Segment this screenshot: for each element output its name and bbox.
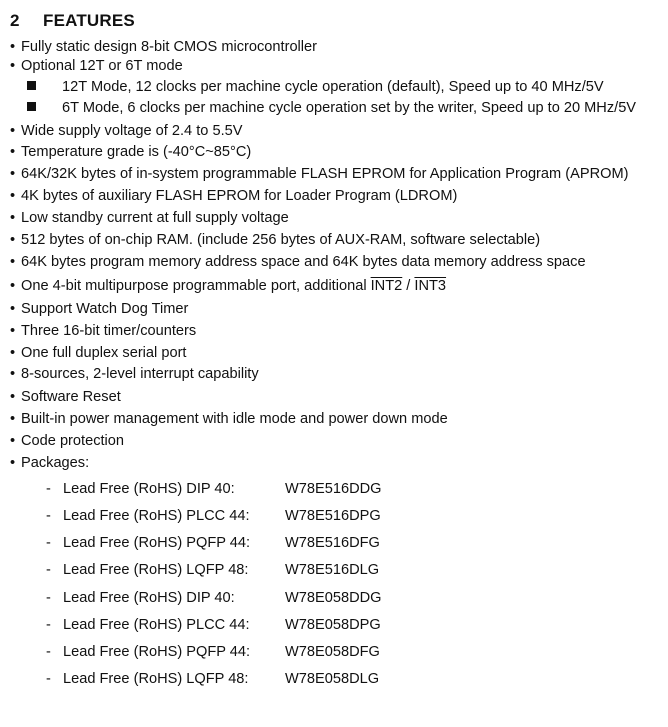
int3-signal: INT3 <box>414 278 447 294</box>
feature-item <box>10 388 121 406</box>
dash: - <box>46 590 51 606</box>
bullet: • <box>10 389 16 405</box>
package-part-number: W78E516DDG <box>285 481 382 497</box>
package-label: Lead Free (RoHS) LQFP 48: <box>63 671 249 687</box>
feature-item <box>10 277 446 295</box>
feature-item <box>10 57 183 75</box>
package-part-number: W78E516DPG <box>285 508 381 524</box>
feature-item <box>10 322 196 340</box>
dash: - <box>46 562 51 578</box>
bullet: • <box>10 455 16 471</box>
square-bullet-icon <box>27 102 36 111</box>
package-row <box>46 480 382 498</box>
feature-text: 64K bytes program memory address space and 64K bytes data memory address space <box>21 254 586 270</box>
bullet: • <box>10 254 16 270</box>
bullet: • <box>10 411 16 427</box>
dash: - <box>46 644 51 660</box>
feature-text: Packages: <box>21 455 90 471</box>
feature-text: Three 16-bit timer/counters <box>21 323 197 339</box>
feature-item <box>10 454 89 472</box>
port-feature-text: One 4-bit multipurpose programmable port, additional <box>21 278 371 294</box>
bullet: • <box>10 39 16 55</box>
bullet: • <box>10 188 16 204</box>
package-row <box>46 643 380 661</box>
feature-item <box>10 165 628 183</box>
feature-text: Optional 12T or 6T mode <box>21 58 183 74</box>
feature-item <box>10 231 540 249</box>
feature-text: 64K/32K bytes of in-system programmable FLASH EPROM for Application Program (APROM) <box>21 166 629 182</box>
bullet: • <box>10 232 16 248</box>
package-part-number: W78E516DFG <box>285 535 380 551</box>
feature-text: Low standby current at full supply voltage <box>21 210 289 226</box>
section-number: 2 <box>10 11 20 30</box>
feature-item <box>10 344 186 362</box>
bullet: • <box>10 144 16 160</box>
feature-text: 8-sources, 2-level interrupt capability <box>21 366 259 382</box>
feature-text: One full duplex serial port <box>21 345 187 361</box>
dash: - <box>46 508 51 524</box>
bullet: • <box>10 323 16 339</box>
bullet: • <box>10 433 16 449</box>
package-label: Lead Free (RoHS) DIP 40: <box>63 590 235 606</box>
bullet: • <box>10 123 16 139</box>
feature-text: Built-in power management with idle mode and power down mode <box>21 411 448 427</box>
dash: - <box>46 535 51 551</box>
package-part-number: W78E516DLG <box>285 562 380 578</box>
package-label: Lead Free (RoHS) DIP 40: <box>63 481 235 497</box>
package-row <box>46 534 380 552</box>
feature-text: Temperature grade is (-40°C~85°C) <box>21 144 252 160</box>
feature-text: Code protection <box>21 433 125 449</box>
feature-text: 512 bytes of on-chip RAM. (include 256 bytes of AUX-RAM, software selectable) <box>21 232 541 248</box>
square-bullet-icon <box>27 81 36 90</box>
int2-signal: INT2 <box>370 278 403 294</box>
mode-text: 6T Mode, 6 clocks per machine cycle operation set by the writer, Speed up to 20 MHz/5V <box>62 100 637 116</box>
package-part-number: W78E058DDG <box>285 590 382 606</box>
package-label: Lead Free (RoHS) PLCC 44: <box>63 508 250 524</box>
feature-text: Fully static design 8-bit CMOS microcontroller <box>21 39 318 55</box>
section-title: FEATURES <box>43 11 135 30</box>
package-part-number: W78E058DPG <box>285 617 381 633</box>
dash: - <box>46 671 51 687</box>
package-label: Lead Free (RoHS) PLCC 44: <box>63 617 250 633</box>
package-row <box>46 589 382 607</box>
package-label: Lead Free (RoHS) LQFP 48: <box>63 562 249 578</box>
mode-item <box>27 78 604 96</box>
feature-item <box>10 187 457 205</box>
bullet: • <box>10 58 16 74</box>
package-row <box>46 670 379 688</box>
signal-separator: / <box>402 278 415 294</box>
feature-item <box>10 209 289 227</box>
bullet: • <box>10 301 16 317</box>
feature-item <box>10 122 242 140</box>
section-heading <box>10 11 135 31</box>
feature-text: Support Watch Dog Timer <box>21 301 189 317</box>
feature-item <box>10 300 188 318</box>
package-row <box>46 507 381 525</box>
mode-item <box>27 99 636 117</box>
package-part-number: W78E058DFG <box>285 644 380 660</box>
feature-text: Software Reset <box>21 389 121 405</box>
package-row <box>46 616 381 634</box>
bullet: • <box>10 366 16 382</box>
package-row <box>46 561 379 579</box>
package-label: Lead Free (RoHS) PQFP 44: <box>63 644 251 660</box>
feature-item <box>10 410 448 428</box>
feature-item <box>10 365 259 383</box>
feature-item <box>10 143 251 161</box>
bullet: • <box>10 210 16 226</box>
bullet: • <box>10 345 16 361</box>
feature-item <box>10 432 124 450</box>
dash: - <box>46 481 51 497</box>
bullet: • <box>10 166 16 182</box>
feature-item <box>10 38 317 56</box>
package-part-number: W78E058DLG <box>285 671 380 687</box>
feature-text: Wide supply voltage of 2.4 to 5.5V <box>21 123 243 139</box>
bullet: • <box>10 278 16 294</box>
feature-item <box>10 253 586 271</box>
dash: - <box>46 617 51 633</box>
package-label: Lead Free (RoHS) PQFP 44: <box>63 535 251 551</box>
feature-text: 4K bytes of auxiliary FLASH EPROM for Loader Program (LDROM) <box>21 188 458 204</box>
mode-text: 12T Mode, 12 clocks per machine cycle operation (default), Speed up to 40 MHz/5V <box>62 79 604 95</box>
